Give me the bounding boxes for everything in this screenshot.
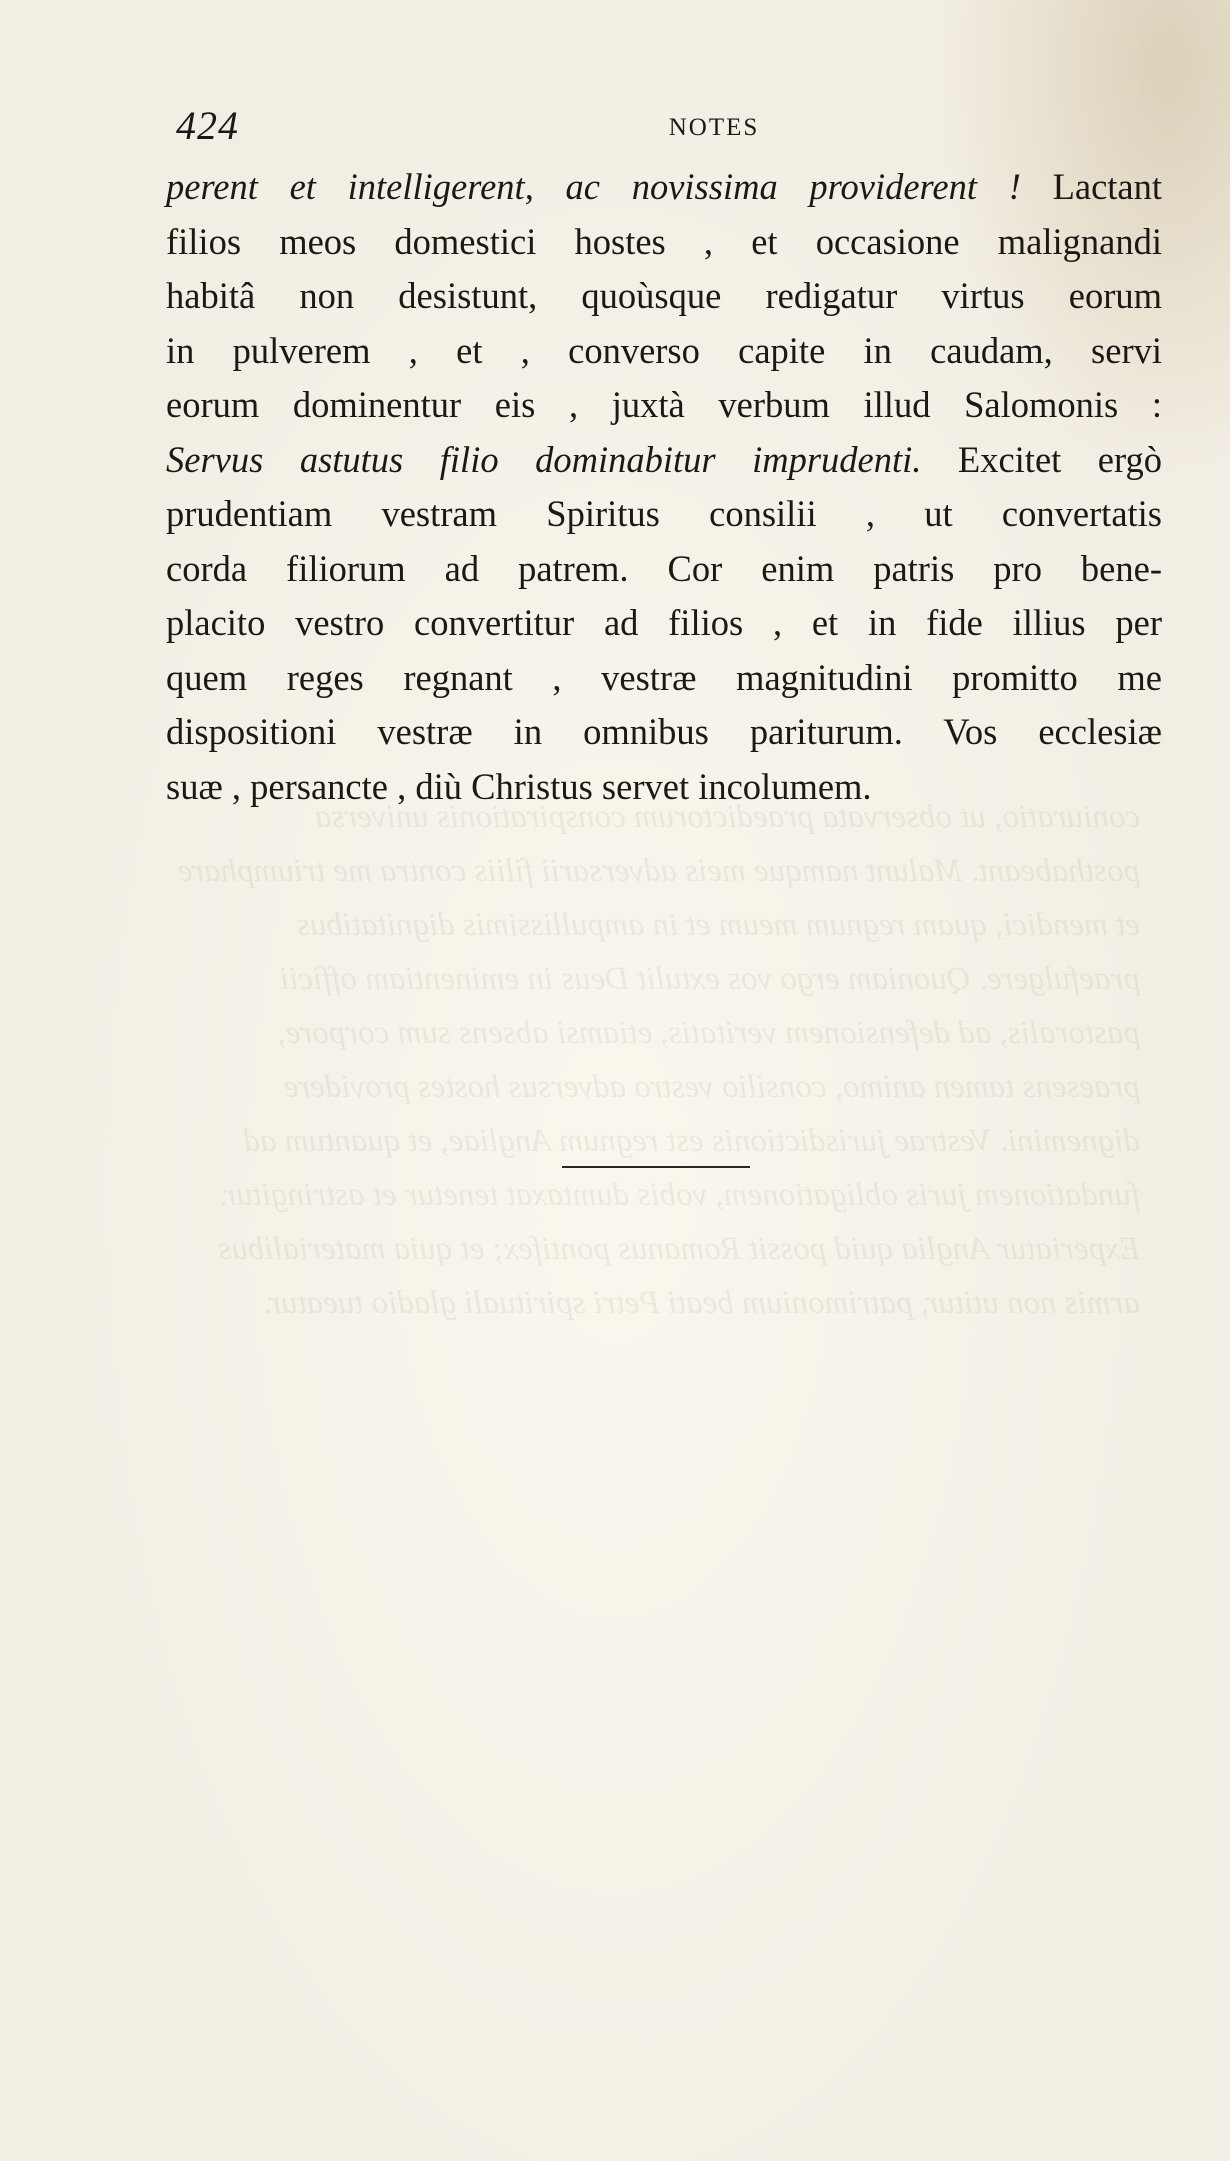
italic-quote: perent et intelligerent, ac novissima providerent ! [166,166,1021,207]
text-line [166,433,1162,488]
line-text: eorum dominentur eis , juxtà verbum illud Salomonis : [166,384,1162,425]
text-line [166,378,1162,433]
line-text: quem reges regnant , vestræ magnitudini promitto me [166,656,1162,698]
line-text: suæ , persancte , diù Christus servet incolumem. [166,765,872,807]
text-line [166,269,1162,324]
section-divider-rule [562,1166,750,1168]
line-text: corda filiorum ad patrem. Cor enim patris pro bene- [166,547,1162,589]
line-text: Lactant [1020,166,1162,207]
line-text: placito vestro convertitur ad filios , et in fide illius per [166,602,1162,643]
text-line [166,542,1162,597]
line-text: in pulverem , et , converso capite in caudam, servi [166,329,1162,371]
text-line [166,324,1162,379]
text-line [166,487,1162,542]
line-text: habitâ non desistunt, quoùsque redigatur virtus eorum [166,275,1162,316]
italic-quote: Servus astutus filio dominabitur imprudenti. [166,438,922,480]
text-line [166,651,1162,706]
text-line [166,760,1162,815]
line-text: filios meos domestici hostes , et occasione malignandi [166,220,1162,262]
text-line [166,160,1162,215]
text-line [166,596,1162,651]
line-text: Excitet ergò [921,438,1162,480]
line-text: dispositioni vestræ in omnibus pariturum. Vos ecclesiæ [166,711,1162,752]
show-through-texture: coniuratio, ut observata praedictorum conspirationis universa posthabeant. Malunt namque meis adversarii filiis contra me triumphare et mendici, quam regnum meum et in ampullissimis dignitatibus praefulgere. Quoniam ergo vos extulit Deus in eminentiam officii pastoralis, ad defensionem veritatis, etiamsi absens sum corpore, praesens tamen animo, consilio vestro adversus hostes providere dignemini. Vestrae jurisdictionis est regnum Angliae, et quantum ad fundationem juris obligationem, vobis dumtaxat tenetur et astringitur. Experiatur Anglia quid possit Romanus pontifex; et quia materialibus armis non utitur, patrimonium beati Petri spirituali gladio tueatur. [177,799,1140,1321]
page-header [168,98,1160,158]
body-text [166,160,1162,814]
line-text: prudentiam vestram Spiritus consilii , ut convertatis [166,493,1162,534]
text-line [166,705,1162,760]
text-line [166,215,1162,270]
running-head: NOTES [668,114,760,141]
page-number: 424 [176,103,239,148]
